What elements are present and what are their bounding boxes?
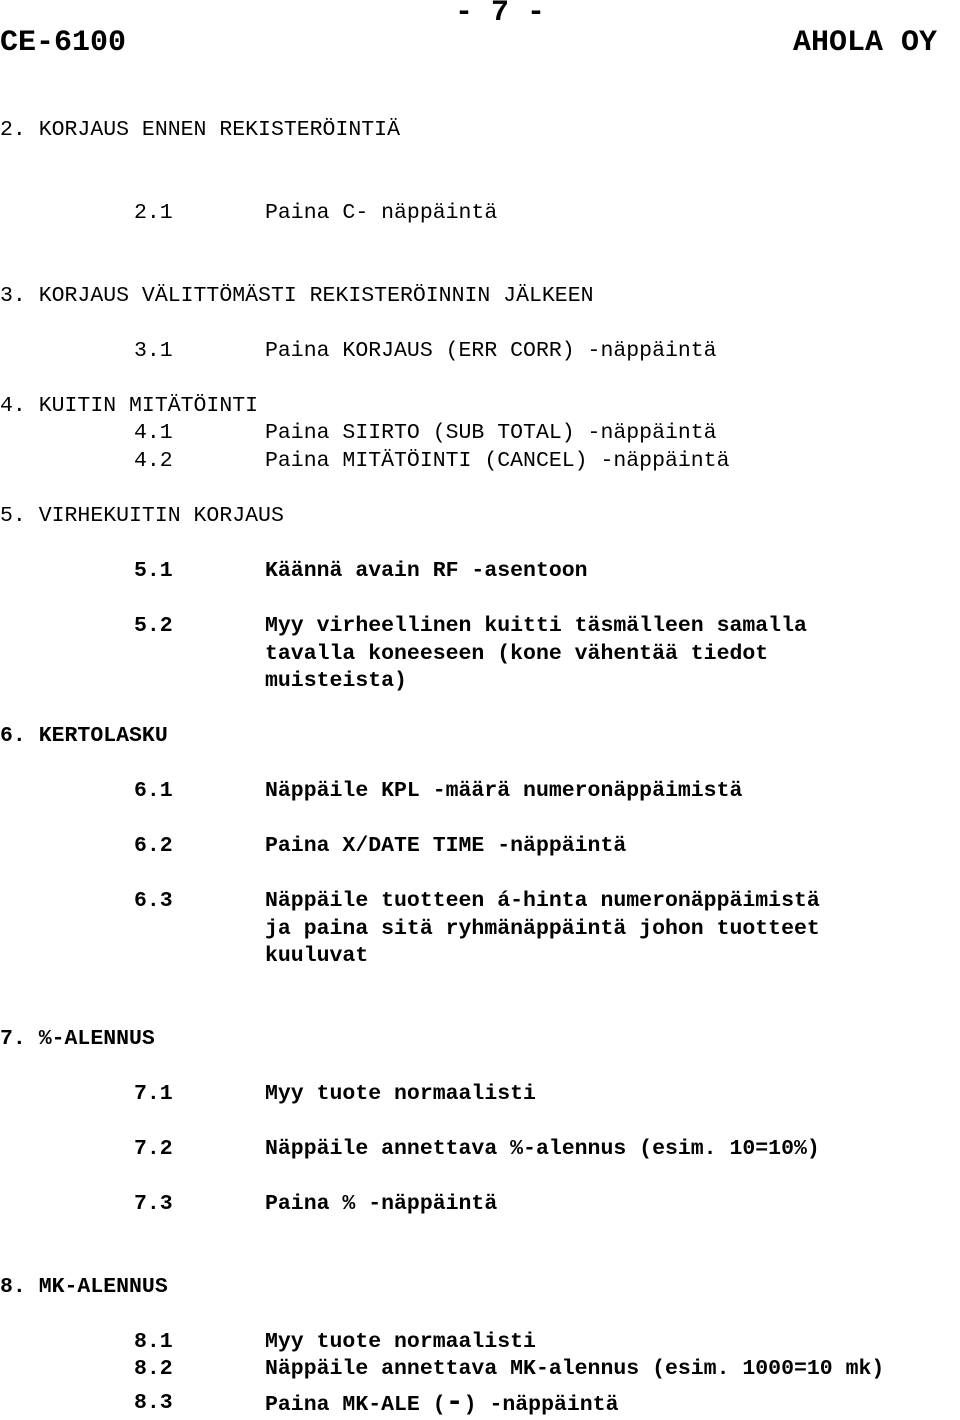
item-6-1-text: Näppäile KPL -määrä numeronäppäimistä <box>265 779 743 803</box>
item-3-1-number: 3.1 <box>134 339 173 363</box>
item-4-2-text: Paina MITÄTÖINTI (CANCEL) -näppäintä <box>265 449 730 473</box>
item-6-2-number: 6.2 <box>134 834 173 858</box>
item-8-3-number: 8.3 <box>134 1391 173 1415</box>
section-8-heading: 8. MK-ALENNUS <box>0 1275 168 1299</box>
item-8-3-text <box>265 1386 619 1420</box>
item-6-2-text: Paina X/DATE TIME -näppäintä <box>265 834 627 858</box>
item-2-1-text: Paina C- näppäintä <box>265 201 498 225</box>
item-5-2-number: 5.2 <box>134 614 173 638</box>
item-8-1-text: Myy tuote normaalisti <box>265 1330 536 1354</box>
item-8-3-text-part-2: ) -näppäintä <box>463 1393 619 1417</box>
section-4-heading: 4. KUITIN MITÄTÖINTI <box>0 394 259 418</box>
item-7-3-number: 7.3 <box>134 1192 173 1216</box>
item-4-2-number: 4.2 <box>134 449 173 473</box>
page-number: - 7 - <box>455 0 546 30</box>
item-6-3-number: 6.3 <box>134 889 173 913</box>
item-4-1-number: 4.1 <box>134 421 173 445</box>
item-4-1-text: Paina SIIRTO (SUB TOTAL) -näppäintä <box>265 421 717 445</box>
item-5-1-text: Käännä avain RF -asentoon <box>265 559 588 583</box>
company-name: AHOLA OY <box>793 26 938 60</box>
item-6-3-text-line-1: Näppäile tuotteen á-hinta numeronäppäimistä <box>265 889 820 913</box>
item-5-1-number: 5.1 <box>134 559 173 583</box>
item-3-1-text: Paina KORJAUS (ERR CORR) -näppäintä <box>265 339 717 363</box>
section-6-heading: 6. KERTOLASKU <box>0 724 168 748</box>
item-6-3-text-line-3: kuuluvat <box>265 944 369 968</box>
item-2-1-number: 2.1 <box>134 201 173 225</box>
item-7-2-text: Näppäile annettava %-alennus (esim. 10=10%) <box>265 1137 820 1161</box>
item-5-2-text-line-3: muisteista) <box>265 669 407 693</box>
section-7-heading: 7. %-ALENNUS <box>0 1027 155 1051</box>
model-name: CE-6100 <box>0 26 127 60</box>
item-7-2-number: 7.2 <box>134 1137 173 1161</box>
section-3-heading: 3. KORJAUS VÄLITTÖMÄSTI REKISTERÖINNIN JÄLKEEN <box>0 284 594 308</box>
item-6-3-text-line-2: ja paina sitä ryhmänäppäintä johon tuotteet <box>265 917 820 941</box>
item-5-2-text-line-2: tavalla koneeseen (kone vähentää tiedot <box>265 642 769 666</box>
minus-key-symbol: - <box>445 1386 464 1420</box>
item-7-1-text: Myy tuote normaalisti <box>265 1082 536 1106</box>
item-8-2-text: Näppäile annettava MK-alennus (esim. 1000=10 mk) <box>265 1357 885 1381</box>
item-7-3-text: Paina % -näppäintä <box>265 1192 498 1216</box>
item-6-1-number: 6.1 <box>134 779 173 803</box>
item-8-2-number: 8.2 <box>134 1357 173 1381</box>
item-8-3-text-part-1: Paina MK-ALE ( <box>265 1393 446 1417</box>
section-5-heading: 5. VIRHEKUITIN KORJAUS <box>0 504 284 528</box>
item-5-2-text-line-1: Myy virheellinen kuitti täsmälleen samalla <box>265 614 807 638</box>
item-8-1-number: 8.1 <box>134 1330 173 1354</box>
item-7-1-number: 7.1 <box>134 1082 173 1106</box>
section-2-heading: 2. KORJAUS ENNEN REKISTERÖINTIÄ <box>0 118 400 142</box>
